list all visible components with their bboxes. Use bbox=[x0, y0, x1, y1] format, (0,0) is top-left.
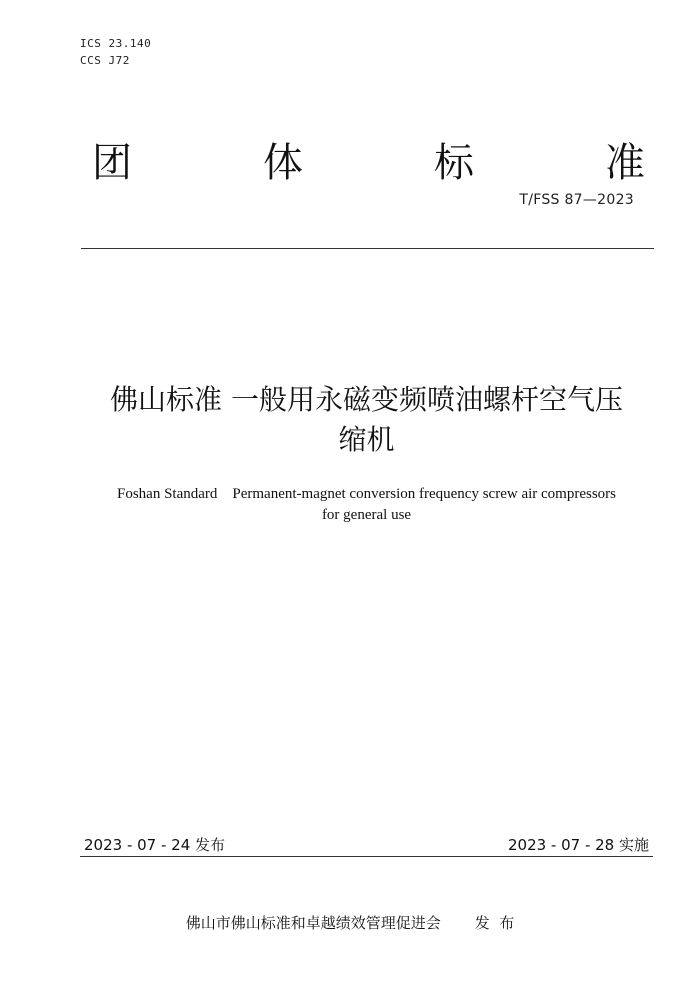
issue-date: 2023 - 07 - 24 发布 bbox=[84, 836, 226, 854]
ccs-code: CCS J72 bbox=[80, 54, 130, 67]
standard-number: T/FSS 87—2023 bbox=[519, 192, 634, 208]
standard-type-char: 团 bbox=[92, 140, 132, 186]
chinese-title-line: 缩机 bbox=[338, 423, 395, 456]
publisher-line bbox=[0, 912, 700, 933]
ics-code: ICS 23.140 bbox=[80, 37, 152, 50]
bottom-divider bbox=[80, 856, 653, 857]
standard-type-char: 准 bbox=[605, 140, 645, 186]
top-divider bbox=[81, 248, 654, 249]
english-title-line: for general use bbox=[321, 507, 412, 523]
standard-type-char: 体 bbox=[263, 140, 303, 186]
publisher-name: 佛山市佛山标准和卓越绩效管理促进会 bbox=[185, 914, 441, 932]
standard-type-char: 标 bbox=[434, 140, 474, 186]
chinese-title bbox=[70, 380, 663, 460]
implementation-date: 2023 - 07 - 28 实施 bbox=[507, 836, 649, 854]
english-title bbox=[80, 484, 653, 526]
standard-type-heading bbox=[92, 138, 645, 188]
english-title-line: Foshan Standard Permanent-magnet conversion frequency screw air compressors bbox=[116, 486, 616, 502]
chinese-title-line: 佛山标准 一般用永磁变频喷油螺杆空气压 bbox=[110, 383, 623, 416]
publish-action: 发 布 bbox=[474, 914, 515, 932]
